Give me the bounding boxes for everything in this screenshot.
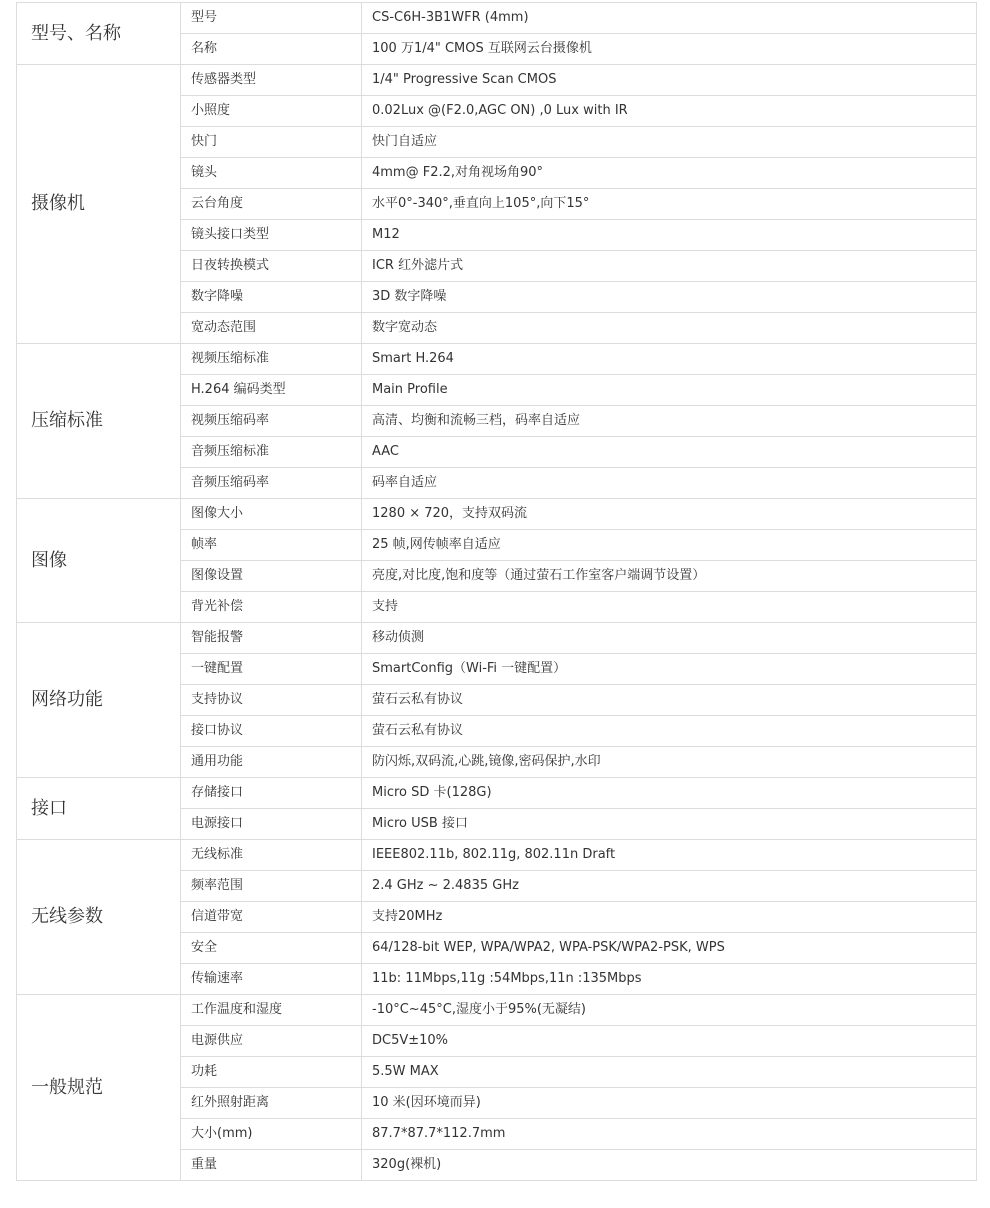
spec-label: 红外照射距离: [181, 1088, 362, 1119]
spec-value: 高清、均衡和流畅三档，码率自适应: [362, 406, 977, 437]
table-row: [17, 499, 977, 530]
spec-value: Smart H.264: [362, 344, 977, 375]
spec-label: 音频压缩标准: [181, 437, 362, 468]
spec-value: 快门自适应: [362, 127, 977, 158]
spec-value: SmartConfig（Wi-Fi 一键配置）: [362, 654, 977, 685]
spec-label: 重量: [181, 1150, 362, 1181]
spec-value: 萤石云私有协议: [362, 685, 977, 716]
spec-value: CS-C6H-3B1WFR (4mm): [362, 3, 977, 34]
section-title: 接口: [17, 778, 181, 840]
section-title: 一般规范: [17, 995, 181, 1181]
section-title: 网络功能: [17, 623, 181, 778]
spec-label: 支持协议: [181, 685, 362, 716]
table-row: [17, 344, 977, 375]
table-row: [17, 623, 977, 654]
spec-label: 背光补偿: [181, 592, 362, 623]
spec-value: 11b: 11Mbps,11g :54Mbps,11n :135Mbps: [362, 964, 977, 995]
spec-label: 日夜转换模式: [181, 251, 362, 282]
spec-value: AAC: [362, 437, 977, 468]
spec-value: 防闪烁,双码流,心跳,镜像,密码保护,水印: [362, 747, 977, 778]
section-title: 压缩标准: [17, 344, 181, 499]
section-title: 无线参数: [17, 840, 181, 995]
spec-label: 型号: [181, 3, 362, 34]
spec-value: 10 米(因环境而异): [362, 1088, 977, 1119]
table-row: [17, 840, 977, 871]
spec-label: 存储接口: [181, 778, 362, 809]
table-row: [17, 995, 977, 1026]
spec-value: 萤石云私有协议: [362, 716, 977, 747]
section-title: 摄像机: [17, 65, 181, 344]
spec-table: [16, 2, 977, 1181]
spec-label: 音频压缩码率: [181, 468, 362, 499]
spec-value: Main Profile: [362, 375, 977, 406]
spec-value: 4mm@ F2.2,对角视场角90°: [362, 158, 977, 189]
spec-label: 无线标准: [181, 840, 362, 871]
section-title: 图像: [17, 499, 181, 623]
spec-value: 3D 数字降噪: [362, 282, 977, 313]
spec-label: 工作温度和湿度: [181, 995, 362, 1026]
table-row: [17, 3, 977, 34]
spec-value: 100 万1/4" CMOS 互联网云台摄像机: [362, 34, 977, 65]
spec-label: 帧率: [181, 530, 362, 561]
spec-value: IEEE802.11b, 802.11g, 802.11n Draft: [362, 840, 977, 871]
spec-value: 64/128-bit WEP, WPA/WPA2, WPA-PSK/WPA2-PSK, WPS: [362, 933, 977, 964]
spec-label: 安全: [181, 933, 362, 964]
spec-value: 支持: [362, 592, 977, 623]
spec-label: 图像大小: [181, 499, 362, 530]
spec-label: 视频压缩标准: [181, 344, 362, 375]
spec-label: 接口协议: [181, 716, 362, 747]
spec-value: 水平0°-340°,垂直向上105°,向下15°: [362, 189, 977, 220]
spec-label: 镜头: [181, 158, 362, 189]
spec-label: 功耗: [181, 1057, 362, 1088]
spec-label: 图像设置: [181, 561, 362, 592]
spec-label: H.264 编码类型: [181, 375, 362, 406]
spec-value: 数字宽动态: [362, 313, 977, 344]
spec-label: 云台角度: [181, 189, 362, 220]
spec-label: 电源供应: [181, 1026, 362, 1057]
spec-value: 5.5W MAX: [362, 1057, 977, 1088]
spec-value: 支持20MHz: [362, 902, 977, 933]
spec-label: 传输速率: [181, 964, 362, 995]
spec-value: 87.7*87.7*112.7mm: [362, 1119, 977, 1150]
spec-value: -10°C~45°C,湿度小于95%(无凝结): [362, 995, 977, 1026]
spec-value: Micro SD 卡(128G): [362, 778, 977, 809]
spec-value: 1/4" Progressive Scan CMOS: [362, 65, 977, 96]
spec-label: 小照度: [181, 96, 362, 127]
spec-label: 电源接口: [181, 809, 362, 840]
spec-label: 通用功能: [181, 747, 362, 778]
spec-label: 信道带宽: [181, 902, 362, 933]
spec-value: ICR 红外滤片式: [362, 251, 977, 282]
spec-label: 频率范围: [181, 871, 362, 902]
spec-value: Micro USB 接口: [362, 809, 977, 840]
spec-value: 码率自适应: [362, 468, 977, 499]
spec-table-body: [17, 3, 977, 1181]
table-row: [17, 778, 977, 809]
spec-value: M12: [362, 220, 977, 251]
spec-label: 镜头接口类型: [181, 220, 362, 251]
spec-label: 传感器类型: [181, 65, 362, 96]
spec-value: 1280 × 720，支持双码流: [362, 499, 977, 530]
spec-value: 亮度,对比度,饱和度等（通过萤石工作室客户端调节设置）: [362, 561, 977, 592]
spec-label: 快门: [181, 127, 362, 158]
section-title: 型号、名称: [17, 3, 181, 65]
spec-label: 视频压缩码率: [181, 406, 362, 437]
spec-value: DC5V±10%: [362, 1026, 977, 1057]
spec-label: 宽动态范围: [181, 313, 362, 344]
spec-value: 0.02Lux @(F2.0,AGC ON) ,0 Lux with IR: [362, 96, 977, 127]
spec-label: 名称: [181, 34, 362, 65]
spec-value: 2.4 GHz ~ 2.4835 GHz: [362, 871, 977, 902]
spec-label: 大小(mm): [181, 1119, 362, 1150]
spec-label: 数字降噪: [181, 282, 362, 313]
spec-value: 320g(裸机): [362, 1150, 977, 1181]
spec-value: 25 帧,网传帧率自适应: [362, 530, 977, 561]
table-row: [17, 65, 977, 96]
spec-label: 一键配置: [181, 654, 362, 685]
spec-label: 智能报警: [181, 623, 362, 654]
spec-value: 移动侦测: [362, 623, 977, 654]
